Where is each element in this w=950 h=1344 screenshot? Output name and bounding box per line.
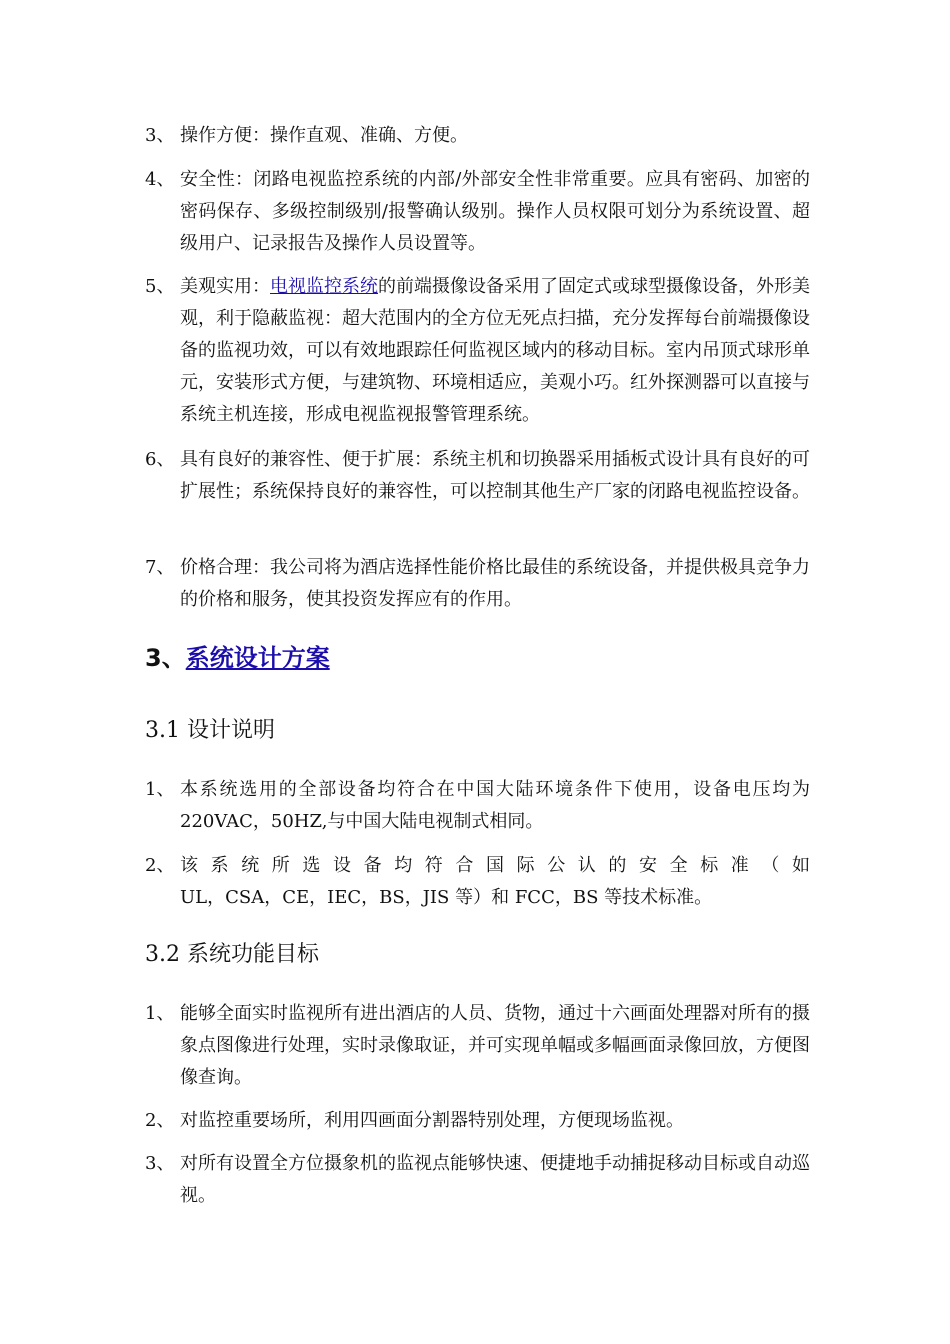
list-number: 2、 (145, 1110, 175, 1131)
list-text: 安全性：闭路电视监控系统的内部/外部安全性非常重要。应具有密码、加密的密码保存、多级控制级别/报警确认级别。操作人员权限可划分为系统设置、超级用户、记录报告及操作人员设置等。 (180, 169, 810, 254)
list-text: 本系统选用的全部设备均符合在中国大陆环境条件下使用，设备电压均为220VAC，50HZ,与中国大陆电视制式相同。 (180, 779, 810, 832)
list-text-prefix: 美观实用： (180, 276, 270, 297)
list-text: 具有良好的兼容性、便于扩展：系统主机和切换器采用插板式设计具有良好的可扩展性；系统保持良好的兼容性，可以控制其他生产厂家的闭路电视监控设备。 (180, 449, 810, 502)
list-number: 5、 (145, 276, 175, 297)
list-text (180, 271, 810, 431)
list-item (145, 552, 810, 616)
list-item (145, 271, 810, 431)
list-item (145, 444, 810, 508)
list-text: 操作方便：操作直观、准确、方便。 (180, 125, 468, 146)
list-item (145, 164, 810, 260)
section-title-link[interactable]: 系统设计方案 (185, 644, 330, 672)
list-number: 1、 (145, 779, 175, 800)
list-item (145, 774, 810, 838)
section-number: 3、 (145, 644, 186, 672)
subsection-heading: 3.2 系统功能目标 (145, 942, 319, 967)
list-number: 3、 (145, 1153, 175, 1174)
list-item (145, 120, 810, 152)
list-item (145, 850, 810, 914)
subsection-heading: 3.1 设计说明 (145, 718, 275, 743)
monitoring-system-link[interactable]: 电视监控系统 (270, 276, 378, 297)
list-item (145, 1148, 810, 1212)
list-text-line1: 该系统所选设备均符合国际公认的安全标准（如 (180, 855, 810, 876)
section-heading (145, 638, 330, 678)
list-number: 3、 (145, 125, 175, 146)
list-item (145, 1105, 810, 1137)
list-text: 价格合理：我公司将为酒店选择性能价格比最佳的系统设备，并提供极具竞争力的价格和服务，使其投资发挥应有的作用。 (180, 557, 810, 610)
list-number: 7、 (145, 557, 175, 578)
list-number: 2、 (145, 855, 175, 876)
list-item (145, 998, 810, 1094)
list-text: 对监控重要场所，利用四画面分割器特别处理，方便现场监视。 (180, 1110, 684, 1131)
list-text: 对所有设置全方位摄象机的监视点能够快速、便捷地手动捕捉移动目标或自动巡视。 (180, 1153, 810, 1206)
list-number: 1、 (145, 1003, 175, 1024)
list-text-suffix: 的前端摄像设备采用了固定式或球型摄像设备，外形美观，利于隐蔽监视：超大范围内的全方位无死点扫描，充分发挥每台前端摄像设备的监视功效，可以有效地跟踪任何监视区域内的移动目标。室内吊顶式球形单元，安装形式方便，与建筑物、环境相适应，美观小巧。红外探测器可以直接与系统主机连接，形成电视监视报警管理系统。 (180, 276, 810, 425)
list-number: 6、 (145, 449, 175, 470)
list-text: 能够全面实时监视所有进出酒店的人员、货物，通过十六画面处理器对所有的摄象点图像进行处理，实时录像取证，并可实现单幅或多幅画面录像回放，方便图像查询。 (180, 1003, 810, 1088)
list-number: 4、 (145, 169, 175, 190)
list-text-line2: UL，CSA，CE，IEC，BS，JIS 等）和 FCC，BS 等技术标准。 (180, 887, 713, 908)
